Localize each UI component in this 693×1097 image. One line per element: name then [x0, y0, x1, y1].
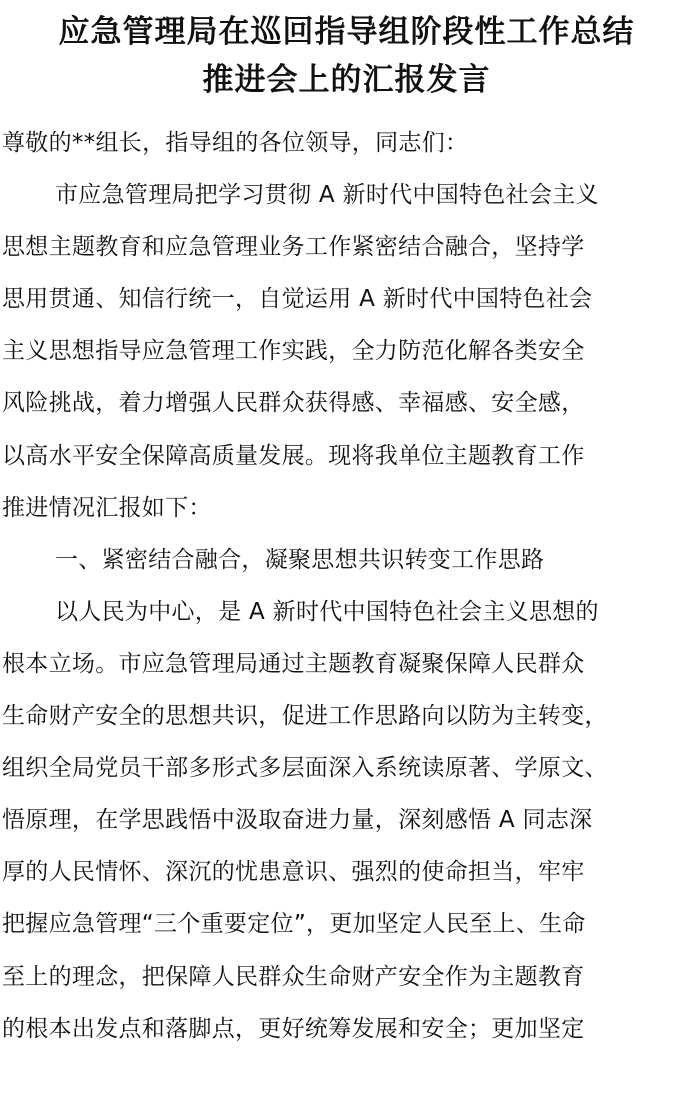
paragraph-line: 至上的理念，把保障人民群众生命财产安全作为主题教育 [2, 963, 585, 990]
paragraph-line: 思想主题教育和应急管理业务工作紧密结合融合，坚持学 [2, 234, 585, 261]
paragraph-line: 生命财产安全的思想共识，促进工作思路向以防为主转变， [2, 703, 608, 730]
paragraph-intro [2, 169, 692, 534]
section-heading-line: 一、紧密结合融合，凝聚思想共识转变工作思路 [55, 546, 545, 573]
paragraph-line: 市应急管理局把学习贯彻 A 新时代中国特色社会主义 [55, 182, 599, 209]
paragraph-line: 推进情况汇报如下： [2, 494, 212, 521]
paragraph-line: 厚的人民情怀、深沉的忧患意识、强烈的使命担当，牢牢 [2, 859, 585, 886]
paragraph-line: 悟原理，在学思践悟中汲取奋进力量，深刻感悟 A 同志深 [2, 807, 593, 834]
paragraph-line: 的根本出发点和落脚点，更好统筹发展和安全；更加坚定 [2, 1015, 585, 1042]
paragraph-line: 主义思想指导应急管理工作实践，全力防范化解各类安全 [2, 338, 585, 365]
paragraph-line: 风险挑战，着力增强人民群众获得感、幸福感、安全感， [2, 390, 585, 417]
paragraph-line: 思用贯通、知信行统一，自觉运用 A 新时代中国特色社会 [2, 286, 593, 313]
document-body [2, 117, 692, 1055]
paragraph-line: 组织全局党员干部多形式多层面深入系统读原著、学原文、 [2, 755, 608, 782]
paragraph-line: 以高水平安全保障高质量发展。现将我单位主题教育工作 [2, 442, 585, 469]
paragraph-section-1 [2, 586, 692, 1055]
document-title [0, 0, 693, 104]
section-heading [2, 534, 692, 586]
title-line: 推进会上的汇报发言 [202, 62, 491, 98]
salutation [2, 117, 692, 169]
paragraph-line: 以人民为中心，是 A 新时代中国特色社会主义思想的 [55, 598, 599, 625]
paragraph-line: 把握应急管理“三个重要定位”，更加坚定人民至上、生命 [2, 911, 586, 938]
title-line: 应急管理局在巡回指导组阶段性工作总结 [58, 14, 635, 50]
paragraph-line: 根本立场。市应急管理局通过主题教育凝聚保障人民群众 [2, 650, 585, 677]
salutation-line: 尊敬的**组长，指导组的各位领导，同志们： [2, 130, 469, 156]
